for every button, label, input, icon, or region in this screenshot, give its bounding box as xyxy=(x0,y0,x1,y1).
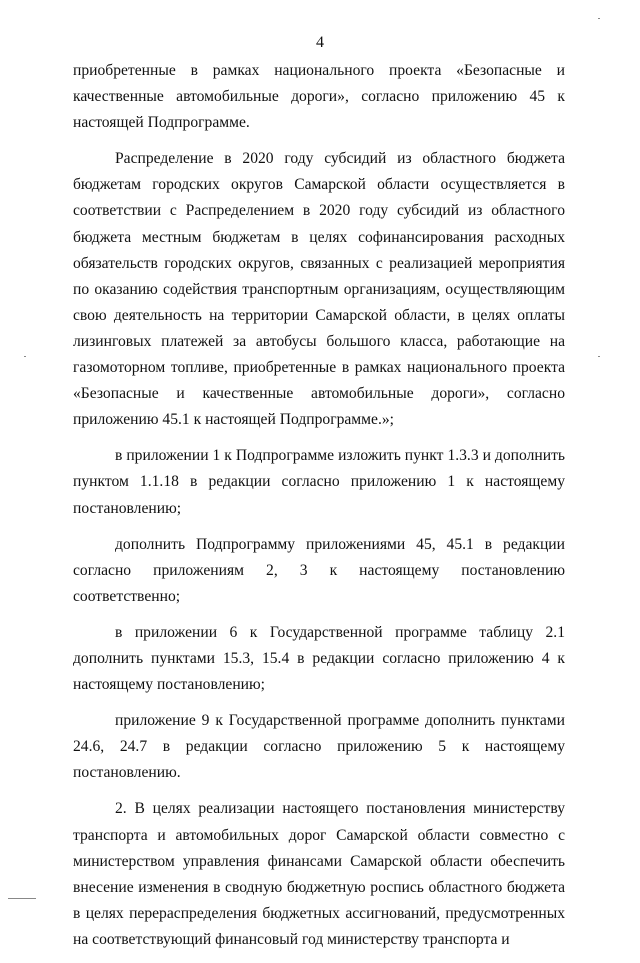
scan-speck xyxy=(598,18,600,19)
paragraph-2: Распределение в 2020 году субсидий из областного бюджета бюджетам городских округов Самарской области осуществляется в соответствии с Распределением в 2020 году субсидий из областного бюджета местным бюджетам в целях софинансирования расходных обязательств городских округов, связанных с реализацией мероприятия по оказанию содействия транспортным организациям, осуществляющим свою деятельность на территории Самарской области, в целях оплаты лизинговых платежей за автобусы большого класса, работающие на газомоторном топливе, приобретенные в рамках национального проекта «Безопасные и качественные автомобильные дороги», согласно приложению 45.1 к настоящей Подпрограмме.»; xyxy=(73,150,565,429)
paragraph-7: 2. В целях реализации настоящего постановления министерству транспорта и автомобильных дорог Самарской области совместно с министерством управления финансами Самарской области обеспечить внесение изменения в сводную бюджетную роспись областного бюджета в целях перераспределения бюджетных ассигнований, предусмотренных на соответствующий финансовый год министерству транспорта и xyxy=(73,800,565,948)
paragraph-1: приобретенные в рамках национального проекта «Безопасные и качественные автомобильные дороги», согласно приложению 45 к настоящей Подпрограмме. xyxy=(73,62,565,132)
scan-speck xyxy=(24,356,26,357)
paragraph-5: в приложении 6 к Государственной программе таблицу 2.1 дополнить пунктами 15.3, 15.4 в редакции согласно приложению 4 к настоящему постановлению; xyxy=(73,623,565,694)
scan-speck xyxy=(8,898,36,899)
body-text xyxy=(73,58,565,963)
paragraph-4: дополнить Подпрограмму приложениями 45, 45.1 в редакции согласно приложениям 2, 3 к настоящему постановлению соответственно; xyxy=(73,535,565,605)
paragraph-6: приложение 9 к Государственной программе дополнить пунктами 24.6, 24.7 в редакции согласно приложению 5 к настоящему постановлению. xyxy=(73,712,565,782)
page-number: 4 xyxy=(316,34,324,51)
scan-speck xyxy=(598,356,600,357)
paragraph-3: в приложении 1 к Подпрограмме изложить пункт 1.3.3 и дополнить пунктом 1.1.18 в редакции согласно приложению 1 к настоящему постановлению; xyxy=(73,447,565,517)
